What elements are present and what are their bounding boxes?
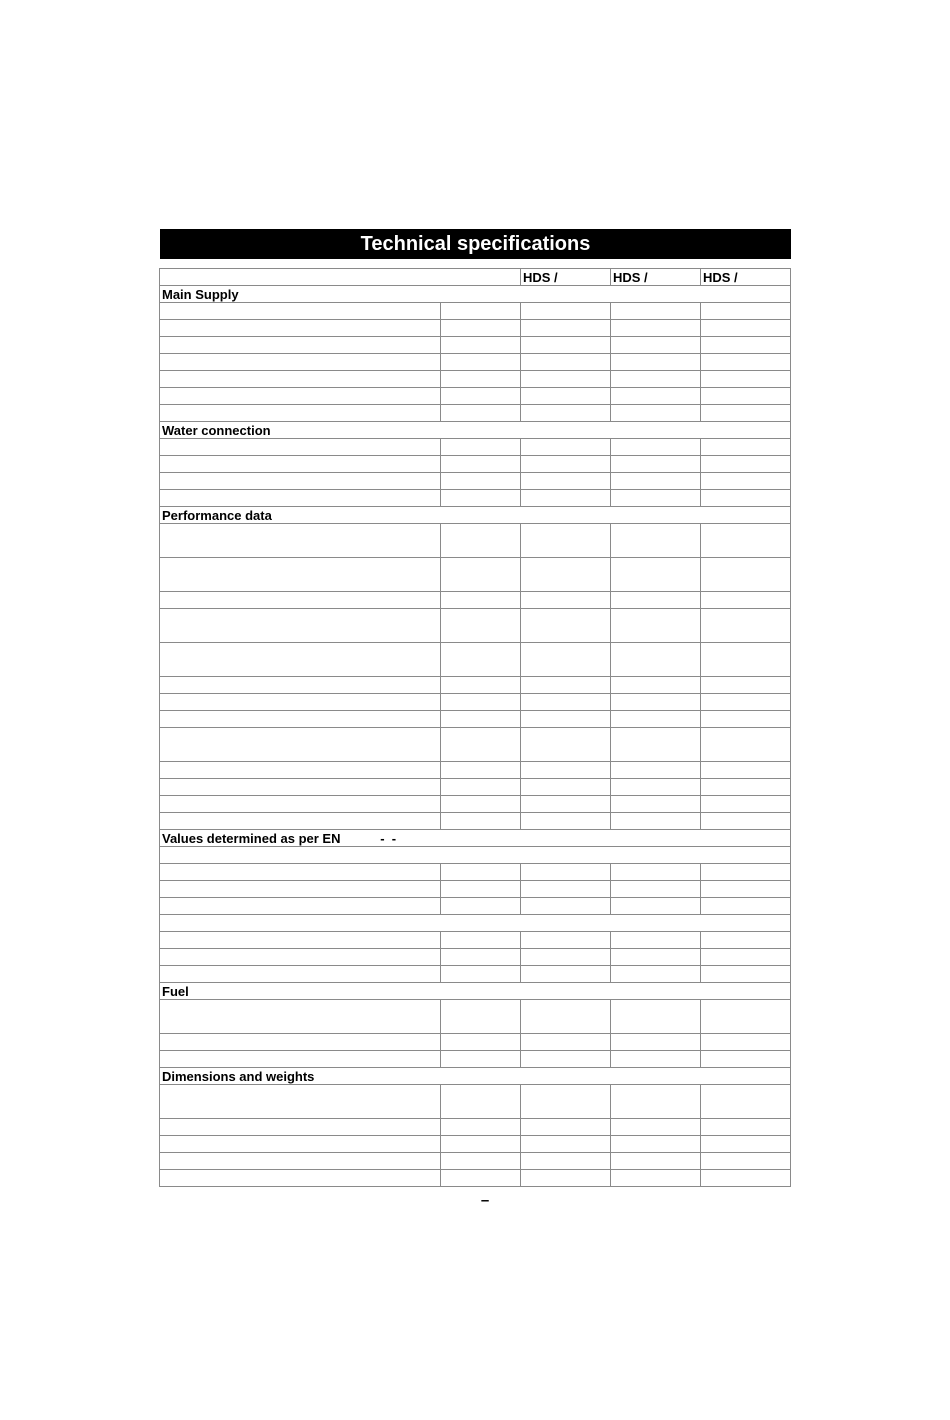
table-row — [160, 1136, 791, 1153]
table-row — [160, 609, 791, 643]
table-row — [160, 388, 791, 405]
table-row — [160, 728, 791, 762]
table-row — [160, 371, 791, 388]
section-performance-data: Performance data — [160, 507, 791, 524]
table-row — [160, 881, 791, 898]
header-blank-cell — [160, 269, 521, 286]
section-row — [160, 1068, 791, 1085]
section-row — [160, 830, 791, 847]
table-row — [160, 898, 791, 915]
table-row — [160, 524, 791, 558]
table-row — [160, 694, 791, 711]
table-row — [160, 949, 791, 966]
table-row — [160, 1051, 791, 1068]
table-row — [160, 558, 791, 592]
table-row — [160, 1034, 791, 1051]
table-row — [160, 320, 791, 337]
table-row — [160, 677, 791, 694]
table-row — [160, 303, 791, 320]
table-row — [160, 405, 791, 422]
section-row — [160, 286, 791, 303]
table-row — [160, 796, 791, 813]
model-header-3: HDS / — [701, 269, 791, 286]
section-row — [160, 422, 791, 439]
model-header-2: HDS / — [611, 269, 701, 286]
section-row — [160, 507, 791, 524]
table-row — [160, 932, 791, 949]
table-row — [160, 1000, 791, 1034]
specifications-table — [159, 268, 791, 1187]
table-row — [160, 1153, 791, 1170]
table-row — [160, 779, 791, 796]
page-footer-marker: – — [480, 1192, 490, 1209]
section-fuel: Fuel — [160, 983, 791, 1000]
table-row — [160, 439, 791, 456]
table-row — [160, 337, 791, 354]
table-row — [160, 592, 791, 609]
section-values-en: Values determined as per EN - - — [160, 830, 791, 847]
section-main-supply: Main Supply — [160, 286, 791, 303]
table-row — [160, 813, 791, 830]
section-dimensions-weights: Dimensions and weights — [160, 1068, 791, 1085]
section-water-connection: Water connection — [160, 422, 791, 439]
subsection-row — [160, 915, 791, 932]
table-row — [160, 354, 791, 371]
table-row — [160, 456, 791, 473]
page-title: Technical specifications — [160, 229, 791, 259]
table-row — [160, 1119, 791, 1136]
table-row — [160, 473, 791, 490]
table-row — [160, 490, 791, 507]
table-row — [160, 1085, 791, 1119]
section-row — [160, 983, 791, 1000]
table-row — [160, 966, 791, 983]
table-row — [160, 864, 791, 881]
model-header-row — [160, 269, 791, 286]
subsection-row — [160, 847, 791, 864]
model-header-1: HDS / — [521, 269, 611, 286]
table-row — [160, 643, 791, 677]
table-row — [160, 762, 791, 779]
table-row — [160, 711, 791, 728]
table-row — [160, 1170, 791, 1187]
